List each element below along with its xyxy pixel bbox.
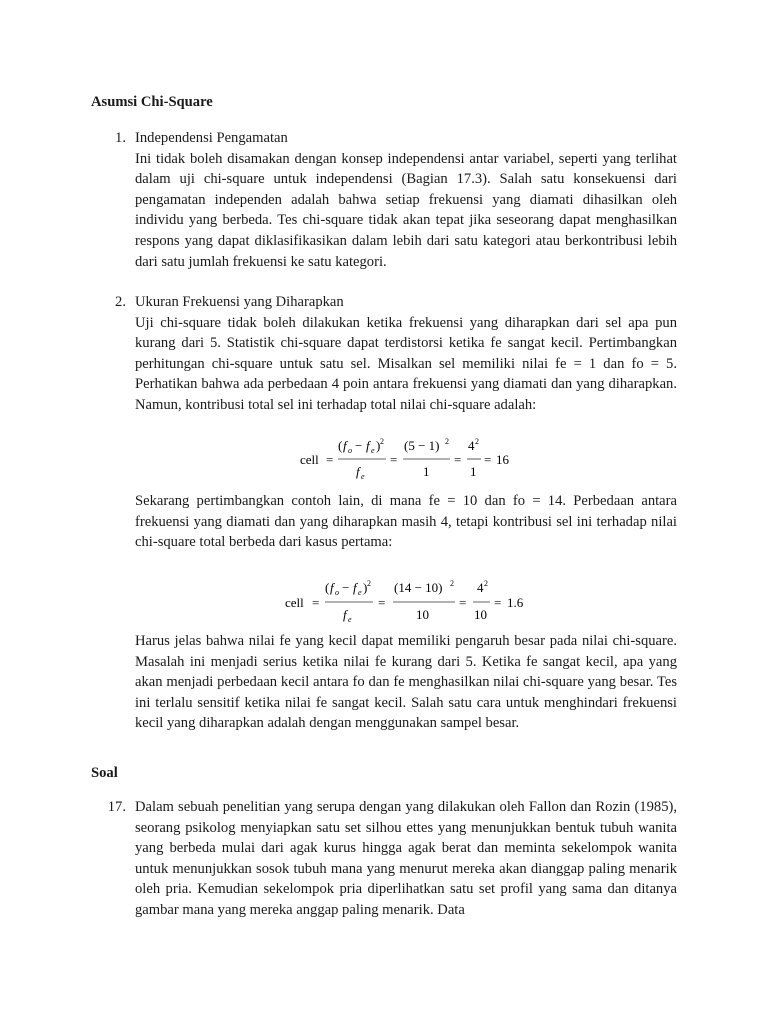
formula-eq: = [454, 452, 462, 467]
formula-den3: 1 [470, 464, 477, 479]
formula-cell-2 [283, 576, 533, 633]
item-paragraph: Ini tidak boleh disamakan dengan konsep independensi antar variabel, seperti yang terlihat dalam uji chi-square untuk independensi (Bagian 17.3). Salah satu konsekuensi dari pengamatan independen adalah bahwa setiap frekuensi yang diamati dihasilkan oleh individu yang berbeda. Tes chi-square tidak akan tepat jika seseorang dapat menghasilkan respons yang dapat diklasifikasikan dalam lebih dari satu kategori atau berkontribusi lebih dari satu jumlah frekuensi ke satu kategori. [135, 150, 677, 270]
formula-f: f [356, 464, 360, 479]
formula-sub-e: e [348, 615, 352, 624]
section-heading-soal: Soal [91, 765, 118, 781]
formula-eq: = [312, 595, 320, 610]
formula-minus: − [355, 438, 363, 453]
formula-sup: 2 [367, 579, 371, 588]
formula-eq: = [390, 452, 398, 467]
formula-sub-e: e [371, 446, 375, 455]
item-2-continued-a [91, 491, 677, 553]
formula-sub-e: e [358, 588, 362, 597]
formula-eq: = [378, 595, 386, 610]
formula-sub-o: o [348, 446, 352, 455]
formula-f: f [366, 438, 370, 453]
formula-num3: 4 [477, 580, 484, 595]
formula-f: f [343, 607, 347, 622]
formula-paren: ( [338, 438, 343, 453]
formula-minus: − [342, 580, 350, 595]
formula-eq: = [459, 595, 467, 610]
formula-sup: 2 [484, 579, 488, 588]
list-item-17 [91, 797, 677, 921]
formula-f: f [330, 580, 334, 595]
formula-num2: (5 − 1) [404, 438, 440, 453]
formula-den2: 10 [416, 607, 429, 622]
formula-paren: ( [325, 580, 330, 595]
formula-sup: 2 [380, 437, 384, 446]
formula-paren: ) [376, 438, 381, 453]
item-title: Ukuran Frekuensi yang Diharapkan [135, 294, 344, 310]
formula-result: 1.6 [507, 595, 524, 610]
formula-den2: 1 [423, 464, 430, 479]
item-paragraph: Harus jelas bahwa nilai fe yang kecil dapat memiliki pengaruh besar pada nilai chi-square. Masalah ini menjadi serius ketika nilai fe kurang dari 5. Ketika fe sangat kecil, apa yang akan menjadi perbedaan kecil antara fo dan fe menghasilkan nilai chi-square yang besar. Tes ini terlalu sensitif ketika nilai fe sangat kecil. Salah satu cara untuk menghindari frekuensi kecil yang diharapkan adalah dengan menggunakan sampel besar. [135, 633, 677, 732]
formula-num3: 4 [468, 438, 475, 453]
formula-den3: 10 [474, 607, 487, 622]
formula-eq: = [494, 595, 502, 610]
formula-result: 16 [496, 452, 509, 467]
item-title: Independensi Pengamatan [135, 130, 288, 146]
item-2-continued-b [91, 631, 677, 734]
list-number: 17. [107, 799, 126, 815]
formula-lhs: cell [285, 595, 304, 610]
formula-sup: 2 [475, 437, 479, 446]
formula-f: f [343, 438, 347, 453]
formula-lhs: cell [300, 452, 319, 467]
list-item-2 [91, 292, 677, 416]
formula-eq: = [326, 452, 334, 467]
item-paragraph: Dalam sebuah penelitian yang serupa dengan yang dilakukan oleh Fallon dan Rozin (1985), seorang psikolog menyiapkan satu set silhou ettes yang menunjukkan bentuk tubuh wanita yang berbeda mulai dari agak kurus hingga agak berat dan meminta sekelompok wanita untuk menunjukkan sosok tubuh mana yang menurut mereka akan dianggap paling menarik oleh pria. Kemudian sekelompok pria diperlihatkan satu set profil yang sama dan ditanya gambar mana yang mereka anggap paling menarik. Data [135, 799, 677, 918]
formula-sup: 2 [450, 579, 454, 588]
formula-paren: ) [363, 580, 368, 595]
formula-eq: = [484, 452, 492, 467]
item-paragraph: Sekarang pertimbangkan contoh lain, di mana fe = 10 dan fo = 14. Perbedaan antara frekuensi yang diamati dan yang diharapkan masih 4, tetapi kontribusi sel ini terhadap nilai chi-square total berbeda dari kasus pertama: [135, 493, 677, 551]
list-number: 1. [115, 130, 126, 146]
formula-sub-o: o [335, 588, 339, 597]
list-number: 2. [115, 294, 126, 310]
formula-f: f [353, 580, 357, 595]
formula-sub-e: e [361, 472, 365, 481]
list-item-1 [91, 128, 677, 272]
formula-2-svg [283, 576, 533, 626]
formula-sup: 2 [445, 437, 449, 446]
formula-cell-1 [298, 434, 518, 489]
formula-1-svg [298, 434, 518, 482]
section-heading-asumsi: Asumsi Chi-Square [91, 94, 213, 110]
formula-num2: (14 − 10) [394, 580, 443, 595]
item-paragraph: Uji chi-square tidak boleh dilakukan ketika frekuensi yang diharapkan dari sel apa pun kurang dari 5. Statistik chi-square dapat terdistorsi ketika fe sangat kecil. Pertimbangkan perhitungan chi-square untuk satu sel. Misalkan sel memiliki nilai fe = 1 dan fo = 5. Perhatikan bahwa ada perbedaan 4 poin antara frekuensi yang diamati dan yang diharapkan. Namun, kontribusi total sel ini terhadap total nilai chi-square adalah: [135, 314, 677, 413]
